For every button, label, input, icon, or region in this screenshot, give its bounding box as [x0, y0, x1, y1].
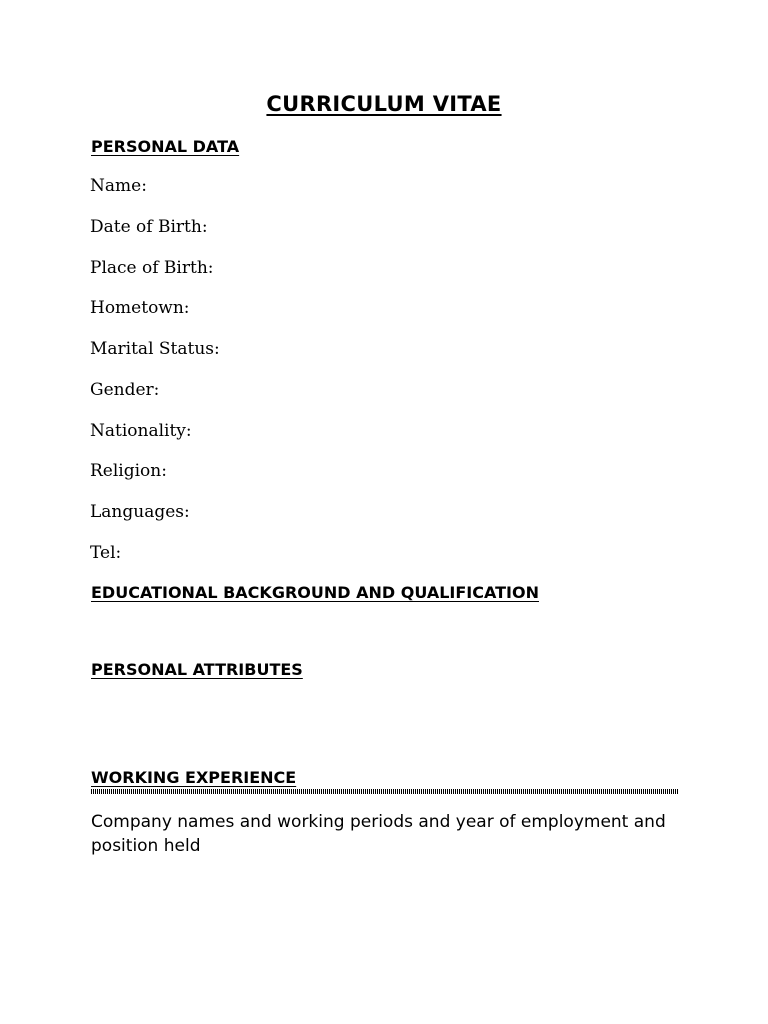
working-experience-heading: WORKING EXPERIENCE	[91, 768, 297, 787]
personal-data-heading: PERSONAL DATA	[91, 137, 240, 156]
field-gender: Gender:	[90, 380, 160, 400]
education-heading: EDUCATIONAL BACKGROUND AND QUALIFICATION	[91, 583, 539, 602]
field-tel: Tel:	[90, 543, 122, 563]
field-place-of-birth: Place of Birth:	[90, 258, 214, 278]
field-date-of-birth: Date of Birth:	[90, 217, 208, 237]
field-marital-status: Marital Status:	[90, 339, 220, 359]
section-divider-rule	[91, 789, 678, 794]
personal-attributes-heading: PERSONAL ATTRIBUTES	[91, 660, 303, 679]
field-religion: Religion:	[90, 461, 167, 481]
field-languages: Languages:	[90, 502, 190, 522]
field-hometown: Hometown:	[90, 298, 190, 318]
document-title: CURRICULUM VITAE	[266, 92, 502, 116]
field-name: Name:	[90, 176, 147, 196]
experience-description: Company names and working periods and year of employment and position held	[91, 812, 666, 856]
field-nationality: Nationality:	[90, 421, 192, 441]
